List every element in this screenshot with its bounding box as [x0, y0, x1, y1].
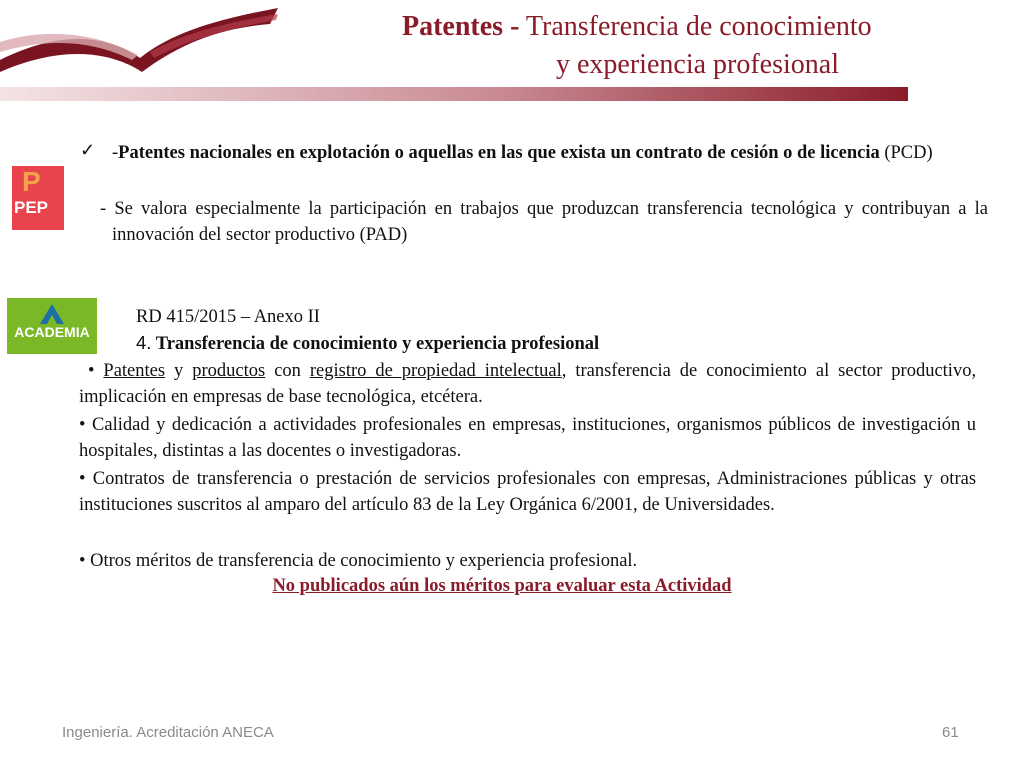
page-title: [402, 8, 1002, 80]
section-number: 4.: [136, 332, 152, 353]
pep-item-1-bold: Patentes nacionales en explotación o aquellas en las que exista un contrato de cesión o de licencia: [118, 143, 880, 163]
b2-text: Calidad y dedicación a actividades profesionales en empresas, instituciones, organismos públicos de investigación u hospitales, distintas a las docentes o investigadoras.: [79, 415, 977, 461]
bullet-item-3: [79, 466, 976, 518]
pep-item-1-dash: -: [112, 143, 119, 163]
bullet-item-4: [79, 548, 976, 574]
bullet-item-2: [79, 412, 976, 464]
productos-link-text: productos: [192, 361, 266, 381]
pep-letter: P: [22, 166, 41, 197]
title-underline-bar: [0, 87, 908, 101]
notice-text: No publicados aún los méritos para evaluar esta Actividad: [272, 576, 732, 596]
section-heading: [136, 330, 599, 357]
b3-text: Contratos de transferencia o prestación de servicios profesionales con empresas, Administraciones públicas y otras instituciones suscritos al amparo del artículo 83 de la Ley Orgánica 6/2001, de Universidades.: [79, 469, 977, 515]
pep-item-2: - Se valora especialmente la participación en trabajos que produzcan transferencia tecnológica y contribuyan a la innovación del sector productivo (PAD): [100, 199, 988, 245]
academia-logo: [7, 298, 97, 354]
pep-logo: [12, 166, 64, 230]
title-line2: y experiencia profesional: [556, 49, 839, 80]
pep-item-1: [112, 140, 976, 166]
title-strong: Patentes -: [402, 11, 520, 42]
academia-text: ACADEMIA: [14, 324, 90, 340]
b1-y: y: [174, 361, 184, 381]
footer-text: Ingeniería. Acreditación ANECA: [62, 724, 274, 741]
title-rest: Transferencia de conocimiento: [525, 11, 872, 42]
bullet-char: •: [79, 551, 86, 571]
section-title: Transferencia de conocimiento y experiencia profesional: [155, 334, 600, 354]
bullet-item-1: [79, 358, 976, 410]
bullet-char: •: [87, 361, 95, 381]
b1-rest: , transferencia de conocimiento al sector productivo, implicación en empresas de base tecnológica, etcétera.: [79, 361, 977, 407]
pep-item-1-code: (PCD): [884, 143, 933, 163]
patentes-link-text: Patentes: [103, 361, 166, 381]
page-number: 61: [942, 724, 959, 741]
pep-text: PEP: [14, 198, 49, 217]
decree-reference: RD 415/2015 – Anexo II: [136, 307, 320, 327]
b1-con: con: [274, 361, 301, 381]
bullet-char: •: [79, 469, 86, 489]
registro-link-text: registro de propiedad intelectual: [309, 361, 562, 381]
b4-text: Otros méritos de transferencia de conocimiento y experiencia profesional.: [90, 551, 638, 571]
bullet-char: •: [79, 415, 86, 435]
book-logo-icon: [0, 0, 280, 80]
check-mark-icon: ✓: [80, 140, 96, 160]
academia-a-icon: [37, 302, 67, 326]
